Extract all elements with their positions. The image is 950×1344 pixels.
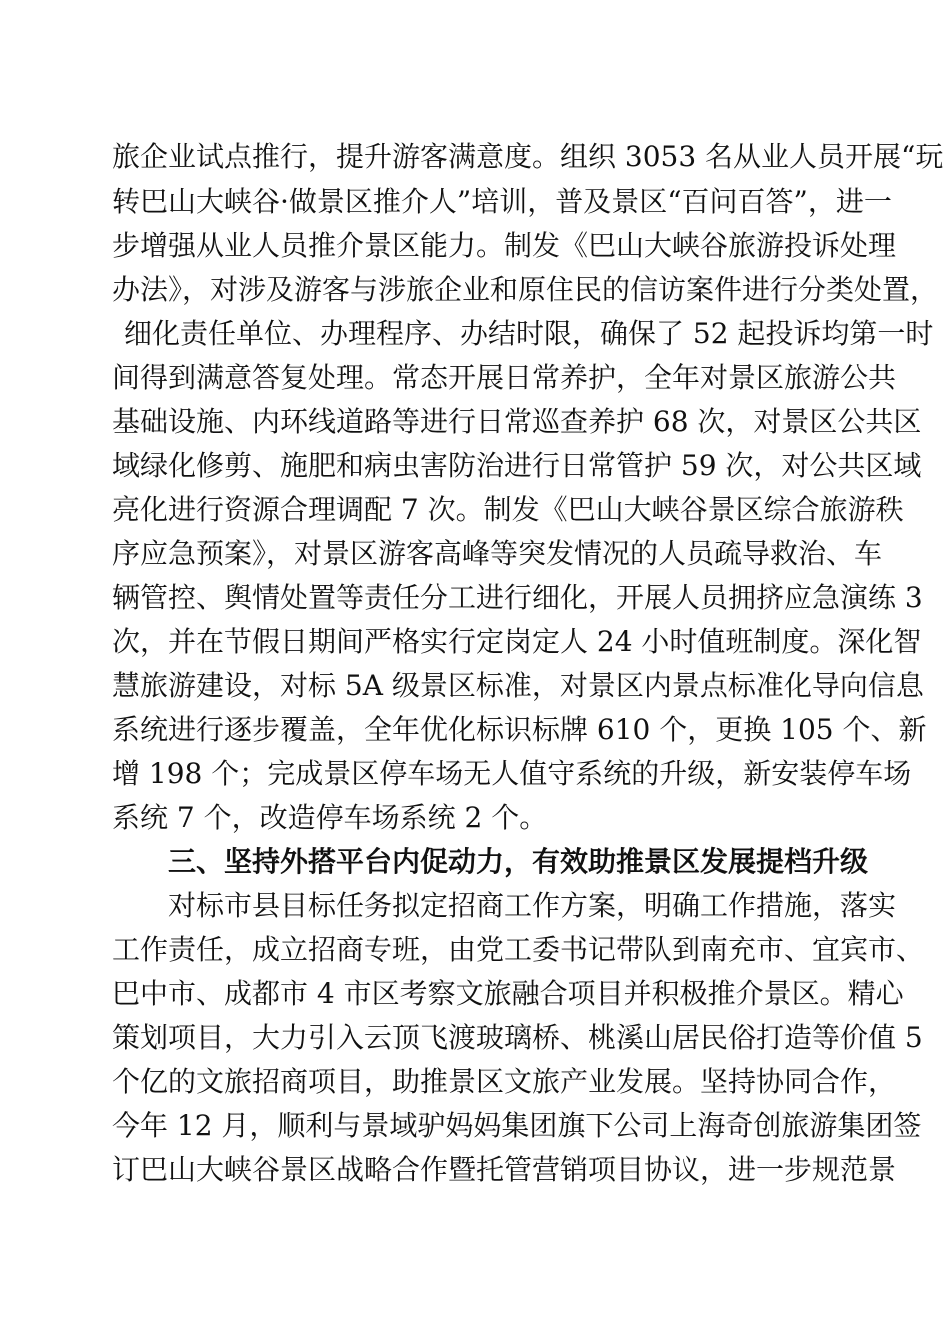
paragraph-line: 转巴山大峡谷·做景区推介人”培训，普及景区“百问百答”，进一 — [112, 185, 892, 218]
paragraph-line: 订巴山大峡谷景区战略合作暨托管营销项目协议，进一步规范景 — [112, 1153, 897, 1186]
paragraph-line: 细化责任单位、办理程序、办结时限，确保了 52 起投诉均第一时 — [124, 317, 934, 350]
paragraph-line: 基础设施、内环线道路等进行日常巡查养护 68 次，对景区公共区 — [112, 405, 922, 438]
paragraph-line: 间得到满意答复处理。常态开展日常养护，全年对景区旅游公共 — [112, 361, 897, 394]
paragraph-line: 域绿化修剪、施肥和病虫害防治进行日常管护 59 次，对公共区域 — [112, 449, 922, 482]
paragraph-line: 巴中市、成都市 4 市区考察文旅融合项目并积极推介景区。精心 — [112, 977, 904, 1010]
paragraph-line: 系统 7 个，改造停车场系统 2 个。 — [112, 801, 548, 834]
paragraph-line: 步增强从业人员推介景区能力。制发《巴山大峡谷旅游投诉处理 — [112, 229, 897, 262]
paragraph-line: 系统进行逐步覆盖，全年优化标识标牌 610 个，更换 105 个、新 — [112, 713, 927, 746]
paragraph-line: 亮化进行资源合理调配 7 次。制发《巴山大峡谷景区综合旅游秩 — [112, 493, 904, 526]
paragraph-line: 工作责任，成立招商专班，由党工委书记带队到南充市、宜宾市、 — [112, 933, 925, 966]
paragraph-line: 个亿的文旅招商项目，助推景区文旅产业发展。坚持协同合作， — [112, 1065, 897, 1098]
paragraph-line: 旅企业试点推行，提升游客满意度。组织 3053 名从业人员开展“玩 — [112, 140, 944, 173]
paragraph-line: 次，并在节假日期间严格实行定岗定人 24 小时值班制度。深化智 — [112, 625, 922, 658]
paragraph-line: 对标市县目标任务拟定招商工作方案，明确工作措施，落实 — [168, 889, 897, 922]
paragraph-line: 慧旅游建设，对标 5A 级景区标准，对景区内景点标准化导向信息 — [112, 669, 924, 702]
paragraph-line: 辆管控、舆情处置等责任分工进行细化，开展人员拥挤应急演练 3 — [112, 581, 923, 614]
paragraph-line: 办法》，对涉及游客与涉旅企业和原住民的信访案件进行分类处置， — [112, 273, 939, 306]
section-heading: 三、坚持外搭平台内促动力，有效助推景区发展提档升级 — [168, 845, 869, 878]
paragraph-line: 序应急预案》，对景区游客高峰等突发情况的人员疏导救治、车 — [112, 537, 883, 570]
paragraph-line: 今年 12 月，顺利与景域驴妈妈集团旗下公司上海奇创旅游集团签 — [112, 1109, 922, 1142]
paragraph-line: 增 198 个；完成景区停车场无人值守系统的升级，新安装停车场 — [112, 757, 912, 790]
paragraph-line: 策划项目，大力引入云顶飞渡玻璃桥、桃溪山居民俗打造等价值 5 — [112, 1021, 923, 1054]
